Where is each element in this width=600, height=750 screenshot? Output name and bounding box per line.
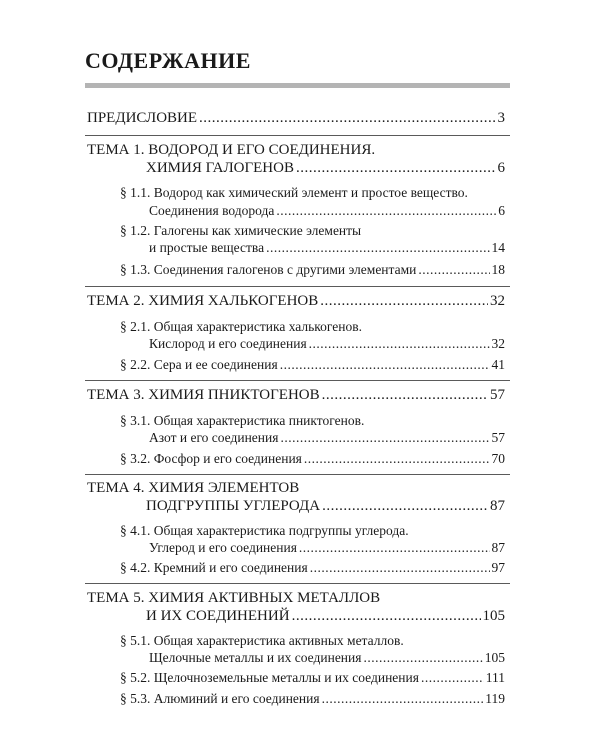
section-title: § 4.1. Общая характеристика подгруппы углерода. bbox=[120, 523, 409, 538]
toc-line bbox=[120, 522, 505, 540]
leader-dots bbox=[299, 539, 490, 557]
toc-line bbox=[149, 539, 505, 557]
topic-title-cont: И ИХ СОЕДИНЕНИЙ bbox=[146, 608, 290, 624]
leader-dots bbox=[199, 109, 495, 127]
page-number: 87 bbox=[490, 498, 505, 514]
page-number: 97 bbox=[491, 560, 505, 575]
topic-title: ТЕМА 5. ХИМИЯ АКТИВНЫХ МЕТАЛЛОВ bbox=[87, 590, 381, 606]
toc-line bbox=[120, 222, 505, 240]
section-title-cont: Соединения водорода bbox=[149, 203, 275, 218]
toc-line bbox=[149, 649, 505, 667]
page-title: СОДЕРЖАНИЕ bbox=[85, 48, 251, 73]
topic-divider bbox=[85, 286, 510, 287]
leader-dots bbox=[421, 669, 484, 687]
toc-line bbox=[149, 335, 505, 353]
section-title: § 3.1. Общая характеристика пниктогенов. bbox=[120, 413, 365, 428]
section-title: § 2.1. Общая характеристика халькогенов. bbox=[120, 319, 363, 334]
toc-line bbox=[120, 356, 505, 374]
leader-dots bbox=[292, 607, 481, 625]
leader-dots bbox=[304, 450, 490, 468]
toc-line bbox=[120, 412, 505, 430]
leader-dots bbox=[310, 559, 490, 577]
toc-line bbox=[146, 497, 505, 515]
page-number: 32 bbox=[491, 336, 505, 351]
toc-line bbox=[120, 450, 505, 468]
section-title: § 1.2. Галогены как химические элементы bbox=[120, 223, 362, 238]
page-number: 105 bbox=[484, 650, 505, 665]
section-title-cont: Кислород и его соединения bbox=[149, 336, 307, 351]
page-number: 6 bbox=[498, 203, 505, 218]
page-number: 14 bbox=[491, 240, 505, 255]
section-title: § 3.2. Фосфор и его соединения bbox=[120, 451, 302, 466]
section-title: § 1.1. Водород как химический элемент и простое вещество. bbox=[120, 185, 468, 200]
page-number: 6 bbox=[497, 160, 505, 176]
title-divider bbox=[85, 83, 510, 88]
topic-divider bbox=[85, 135, 510, 136]
section-title: § 1.3. Соединения галогенов с другими элементами bbox=[120, 262, 417, 277]
toc-line bbox=[120, 632, 505, 650]
toc-line bbox=[146, 159, 505, 177]
leader-dots bbox=[296, 159, 496, 177]
topic-title-cont: ПОДГРУППЫ УГЛЕРОДА bbox=[146, 498, 321, 514]
section-title: § 4.2. Кремний и его соединения bbox=[120, 560, 308, 575]
leader-dots bbox=[309, 335, 490, 353]
topic-divider bbox=[85, 583, 510, 584]
topic-title: ТЕМА 4. ХИМИЯ ЭЛЕМЕНТОВ bbox=[87, 480, 300, 496]
toc-line bbox=[120, 690, 505, 708]
toc-label: ПРЕДИСЛОВИЕ bbox=[87, 110, 198, 126]
toc-line bbox=[87, 141, 505, 159]
toc-line bbox=[149, 202, 505, 220]
toc-line bbox=[120, 669, 505, 687]
toc-line bbox=[87, 386, 505, 404]
leader-dots bbox=[266, 239, 489, 257]
toc-line bbox=[149, 239, 505, 257]
leader-dots bbox=[280, 429, 489, 447]
leader-dots bbox=[320, 292, 488, 310]
topic-title: ТЕМА 1. ВОДОРОД И ЕГО СОЕДИНЕНИЯ. bbox=[87, 142, 376, 158]
page-number: 18 bbox=[491, 262, 505, 277]
toc-line bbox=[87, 292, 505, 310]
section-title: § 5.3. Алюминий и его соединения bbox=[120, 691, 320, 706]
page-number: 41 bbox=[491, 357, 505, 372]
toc-line bbox=[87, 589, 505, 607]
toc-line bbox=[120, 261, 505, 279]
page-number: 111 bbox=[485, 670, 505, 685]
leader-dots bbox=[322, 386, 488, 404]
toc-line bbox=[120, 184, 505, 202]
page-number: 57 bbox=[491, 430, 505, 445]
section-title: § 5.1. Общая характеристика активных металлов. bbox=[120, 633, 404, 648]
toc-line bbox=[149, 429, 505, 447]
page-number: 87 bbox=[491, 540, 505, 555]
leader-dots bbox=[280, 356, 490, 374]
toc-line bbox=[120, 559, 505, 577]
topic-title-cont: ХИМИЯ ГАЛОГЕНОВ bbox=[146, 160, 294, 176]
section-title: § 5.2. Щелочноземельные металлы и их соединения bbox=[120, 670, 419, 685]
page-number: 105 bbox=[482, 608, 505, 624]
section-title-cont: Щелочные металлы и их соединения bbox=[149, 650, 362, 665]
page-number: 32 bbox=[490, 293, 505, 309]
toc-line bbox=[87, 109, 505, 127]
section-title-cont: Углерод и его соединения bbox=[149, 540, 297, 555]
toc-line bbox=[120, 318, 505, 336]
leader-dots bbox=[322, 690, 484, 708]
page-number: 119 bbox=[485, 691, 505, 706]
page-number: 57 bbox=[490, 387, 505, 403]
page-number: 70 bbox=[491, 451, 505, 466]
leader-dots bbox=[418, 261, 489, 279]
leader-dots bbox=[363, 649, 482, 667]
section-title: § 2.2. Сера и ее соединения bbox=[120, 357, 278, 372]
leader-dots bbox=[322, 497, 488, 515]
page-number: 3 bbox=[497, 110, 505, 126]
toc-line bbox=[87, 479, 505, 497]
topic-divider bbox=[85, 474, 510, 475]
section-title-cont: и простые вещества bbox=[149, 240, 265, 255]
section-title-cont: Азот и его соединения bbox=[149, 430, 279, 445]
topic-divider bbox=[85, 380, 510, 381]
topic-title: ТЕМА 3. ХИМИЯ ПНИКТОГЕНОВ bbox=[87, 387, 320, 403]
leader-dots bbox=[276, 202, 496, 220]
toc-line bbox=[146, 607, 505, 625]
topic-title: ТЕМА 2. ХИМИЯ ХАЛЬКОГЕНОВ bbox=[87, 293, 319, 309]
